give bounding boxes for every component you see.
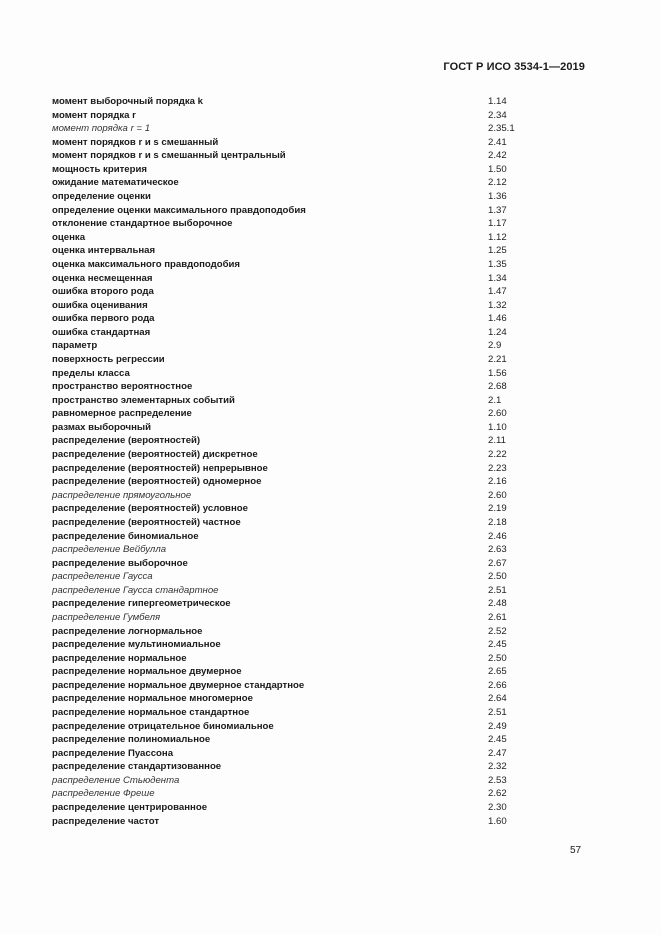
- index-entry: [52, 163, 572, 177]
- index-term: распределение нормальное двумерное: [52, 666, 242, 678]
- index-reference: 2.52: [488, 625, 507, 637]
- index-entry: [52, 122, 572, 136]
- index-entry: [52, 231, 572, 245]
- index-entry: [52, 543, 572, 557]
- index-term: распределение (вероятностей) непрерывное: [52, 462, 268, 474]
- index-term: распределение логнормальное: [52, 625, 203, 637]
- index-reference: 2.9: [488, 340, 502, 352]
- index-entry: [52, 502, 572, 516]
- index-reference: 1.37: [488, 204, 507, 216]
- index-reference: 2.41: [488, 136, 507, 148]
- index-entry: [52, 787, 572, 801]
- index-reference: 1.34: [488, 272, 507, 284]
- index-reference: 2.51: [488, 584, 507, 596]
- index-term: распределение (вероятностей) частное: [52, 516, 241, 528]
- index-reference: 1.10: [488, 421, 507, 433]
- index-entry: [52, 434, 572, 448]
- index-term: определение оценки максимального правдоподобия: [52, 204, 306, 216]
- index-term: оценка максимального правдоподобия: [52, 258, 240, 270]
- index-term: распределение гипергеометрическое: [52, 598, 231, 610]
- index-entry: [52, 801, 572, 815]
- index-reference: 2.42: [488, 150, 507, 162]
- index-reference: 2.50: [488, 571, 507, 583]
- index-term: распределение Гаусса: [52, 571, 153, 583]
- index-entry: [52, 760, 572, 774]
- index-term: параметр: [52, 340, 98, 352]
- index-entry: [52, 774, 572, 788]
- index-entry: [52, 815, 572, 829]
- index-entry: [52, 733, 572, 747]
- index-entry: [52, 665, 572, 679]
- index-entry: [52, 326, 572, 340]
- index-reference: 2.47: [488, 747, 507, 759]
- index-reference: 2.1: [488, 394, 502, 406]
- index-entry: [52, 638, 572, 652]
- index-term: распределение Гумбеля: [52, 611, 161, 623]
- index-term: распределение частот: [52, 815, 160, 827]
- index-term: распределение Пуассона: [52, 747, 174, 759]
- index-entry: [52, 611, 572, 625]
- index-reference: 2.61: [488, 611, 507, 623]
- index-term: распределение прямоугольное: [52, 489, 192, 501]
- index-entry: [52, 95, 572, 109]
- index-reference: 2.68: [488, 381, 507, 393]
- index-term: распределение (вероятностей) одномерное: [52, 476, 262, 488]
- index-term: распределение выборочное: [52, 557, 188, 569]
- index-entry: [52, 570, 572, 584]
- index-entry: [52, 367, 572, 381]
- index-entry: [52, 149, 572, 163]
- index-reference: 1.24: [488, 326, 507, 338]
- index-term: распределение центрированное: [52, 802, 208, 814]
- index-reference: 2.34: [488, 109, 507, 121]
- index-entry: [52, 421, 572, 435]
- index-term: мощность критерия: [52, 163, 148, 175]
- index-reference: 2.62: [488, 788, 507, 800]
- index-term: распределение полиномиальное: [52, 734, 211, 746]
- index-term: распределение отрицательное биномиальное: [52, 720, 274, 732]
- index-entry: [52, 706, 572, 720]
- index-term: пространство элементарных событий: [52, 394, 235, 406]
- index-entry: [52, 190, 572, 204]
- index-term: отклонение стандартное выборочное: [52, 218, 233, 230]
- index-term: распределение нормальное многомерное: [52, 693, 253, 705]
- index-term: момент порядка r: [52, 109, 136, 121]
- index-term: оценка: [52, 231, 86, 243]
- index-entry: [52, 462, 572, 476]
- index-term: равномерное распределение: [52, 408, 192, 420]
- index-reference: 2.35.1: [488, 123, 515, 135]
- index-term: ошибка первого рода: [52, 313, 155, 325]
- index-entry: [52, 285, 572, 299]
- index-term: распределение нормальное: [52, 652, 187, 664]
- index-term: поверхность регрессии: [52, 353, 165, 365]
- index-reference: 2.46: [488, 530, 507, 542]
- alphabetical-index: [52, 95, 572, 828]
- index-reference: 2.65: [488, 666, 507, 678]
- index-term: распределение биномиальное: [52, 530, 199, 542]
- index-entry: [52, 176, 572, 190]
- index-entry: [52, 584, 572, 598]
- index-term: распределение стандартизованное: [52, 761, 222, 773]
- index-reference: 1.17: [488, 218, 507, 230]
- index-entry: [52, 557, 572, 571]
- index-reference: 2.49: [488, 720, 507, 732]
- index-term: ожидание математическое: [52, 177, 179, 189]
- index-entry: [52, 258, 572, 272]
- index-reference: 2.21: [488, 353, 507, 365]
- index-term: распределение (вероятностей) условное: [52, 503, 248, 515]
- index-entry: [52, 747, 572, 761]
- index-term: распределение нормальное двумерное стандартное: [52, 679, 305, 691]
- index-entry: [52, 244, 572, 258]
- index-entry: [52, 109, 572, 123]
- index-entry: [52, 299, 572, 313]
- index-entry: [52, 652, 572, 666]
- index-term: оценка несмещенная: [52, 272, 153, 284]
- index-term: распределение мультиномиальное: [52, 639, 221, 651]
- index-term: распределение Гаусса стандартное: [52, 584, 219, 596]
- index-entry: [52, 353, 572, 367]
- index-term: пространство вероятностное: [52, 381, 193, 393]
- index-term: пределы класса: [52, 367, 130, 379]
- index-reference: 2.30: [488, 802, 507, 814]
- index-reference: 1.46: [488, 313, 507, 325]
- index-entry: [52, 720, 572, 734]
- index-entry: [52, 204, 572, 218]
- index-reference: 2.18: [488, 516, 507, 528]
- index-reference: 1.25: [488, 245, 507, 257]
- index-reference: 2.19: [488, 503, 507, 515]
- index-entry: [52, 136, 572, 150]
- index-term: распределение (вероятностей) дискретное: [52, 449, 258, 461]
- index-reference: 2.48: [488, 598, 507, 610]
- index-reference: 2.51: [488, 707, 507, 719]
- index-reference: 2.12: [488, 177, 507, 189]
- index-reference: 2.32: [488, 761, 507, 773]
- index-reference: 2.60: [488, 408, 507, 420]
- index-entry: [52, 407, 572, 421]
- index-entry: [52, 312, 572, 326]
- index-entry: [52, 394, 572, 408]
- index-reference: 1.50: [488, 163, 507, 175]
- index-reference: 1.12: [488, 231, 507, 243]
- index-term: распределение Стьюдента: [52, 774, 180, 786]
- index-term: распределение Вейбулла: [52, 544, 167, 556]
- index-reference: 2.22: [488, 449, 507, 461]
- index-reference: 1.56: [488, 367, 507, 379]
- index-entry: [52, 339, 572, 353]
- index-term: момент порядков r и s смешанный: [52, 136, 219, 148]
- index-term: определение оценки: [52, 191, 151, 203]
- index-reference: 2.60: [488, 489, 507, 501]
- index-reference: 2.16: [488, 476, 507, 488]
- index-reference: 2.53: [488, 774, 507, 786]
- index-term: распределение (вероятностей): [52, 435, 201, 447]
- index-reference: 2.50: [488, 652, 507, 664]
- index-entry: [52, 448, 572, 462]
- index-reference: 2.45: [488, 639, 507, 651]
- index-term: ошибка оценивания: [52, 299, 148, 311]
- index-entry: [52, 380, 572, 394]
- index-term: момент выборочный порядка k: [52, 96, 203, 107]
- index-term: ошибка второго рода: [52, 286, 154, 298]
- index-term: размах выборочный: [52, 421, 151, 433]
- index-entry: [52, 625, 572, 639]
- index-reference: 1.47: [488, 286, 507, 298]
- index-entry: [52, 679, 572, 693]
- index-term: распределение Фреше: [52, 788, 155, 800]
- index-entry: [52, 475, 572, 489]
- index-reference: 2.11: [488, 435, 506, 447]
- index-term: момент порядков r и s смешанный центральный: [52, 150, 286, 162]
- index-reference: 2.63: [488, 544, 507, 556]
- index-reference: 1.32: [488, 299, 507, 311]
- index-term: ошибка стандартная: [52, 326, 151, 338]
- index-reference: 1.36: [488, 191, 507, 203]
- index-term: момент порядка r = 1: [52, 123, 151, 135]
- index-reference: 1.60: [488, 815, 507, 827]
- page-number: 57: [570, 845, 582, 856]
- index-term: распределение нормальное стандартное: [52, 707, 250, 719]
- index-entry: [52, 217, 572, 231]
- index-entry: [52, 272, 572, 286]
- index-entry: [52, 530, 572, 544]
- index-reference: 1.14: [488, 96, 507, 107]
- index-term: оценка интервальная: [52, 245, 156, 257]
- index-reference: 2.66: [488, 679, 507, 691]
- index-reference: 2.23: [488, 462, 507, 474]
- index-entry: [52, 516, 572, 530]
- index-reference: 1.35: [488, 258, 507, 270]
- index-entry: [52, 597, 572, 611]
- index-reference: 2.67: [488, 557, 507, 569]
- index-entry: [52, 489, 572, 503]
- index-reference: 2.64: [488, 693, 507, 705]
- index-entry: [52, 692, 572, 706]
- document-header: ГОСТ Р ИСО 3534-1—2019: [443, 61, 585, 73]
- index-reference: 2.45: [488, 734, 507, 746]
